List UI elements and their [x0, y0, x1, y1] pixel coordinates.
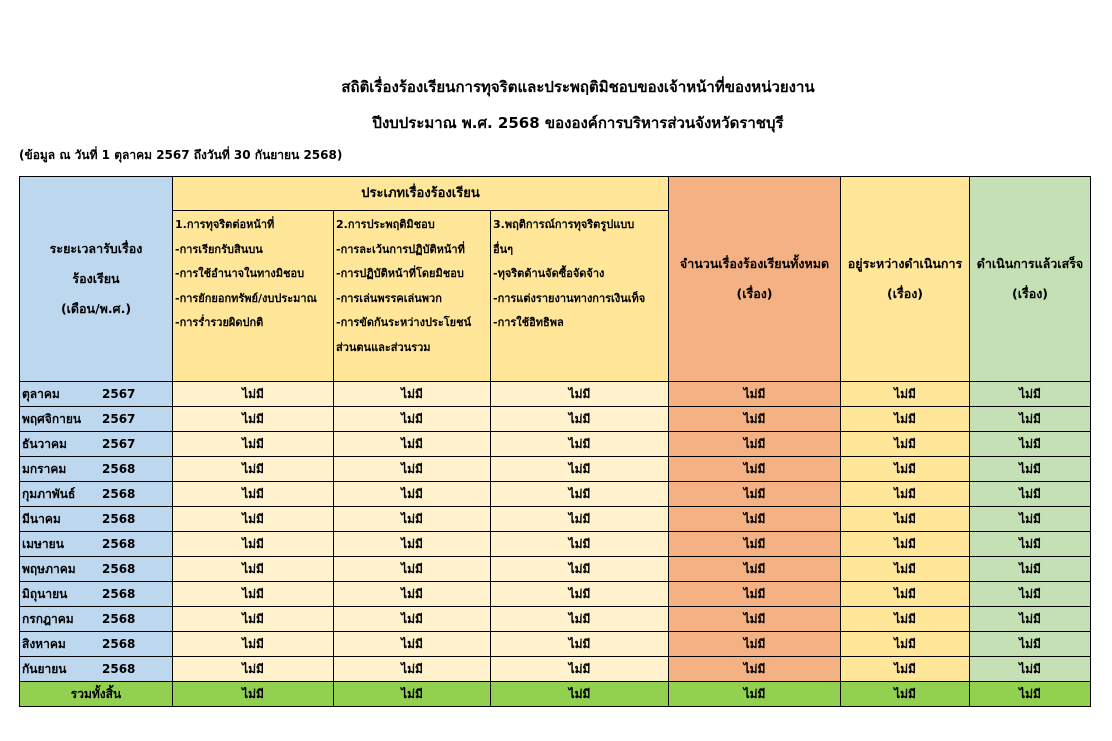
done-value: ไม่มี — [970, 607, 1091, 632]
pending-value: ไม่มี — [841, 557, 970, 582]
type-3-value: ไม่มี — [491, 482, 669, 507]
header-done-line: (เรื่อง) — [1012, 286, 1049, 301]
done-value: ไม่มี — [970, 632, 1091, 657]
type-1-line: -การร่ำรวยผิดปกติ — [175, 316, 264, 329]
total-value: ไม่มี — [669, 382, 841, 407]
type-2-value: ไม่มี — [334, 632, 491, 657]
month-year: 2568 — [102, 487, 136, 501]
month-name: ธันวาคม — [22, 437, 67, 451]
total-value: ไม่มี — [669, 432, 841, 457]
type-1-value: ไม่มี — [173, 532, 334, 557]
type-1-value: ไม่มี — [173, 607, 334, 632]
total-row — [20, 682, 1091, 707]
pending-value: ไม่มี — [841, 507, 970, 532]
total-type-2-value: ไม่มี — [334, 682, 491, 707]
month-name: กุมภาพันธ์ — [22, 487, 76, 501]
type-3-line: 3.พฤติการณ์การทุจริตรูปแบบ — [493, 218, 635, 231]
table-body — [20, 382, 1091, 707]
type-1-line: -การยักยอกทรัพย์/งบประมาณ — [175, 291, 317, 305]
total-done-value: ไม่มี — [970, 682, 1091, 707]
type-3-line: -การแต่งรายงานทางการเงินเท็จ — [493, 291, 646, 305]
total-all-value: ไม่มี — [669, 682, 841, 707]
month-year: 2568 — [102, 662, 136, 676]
header-type-1 — [173, 211, 334, 382]
type-2-line: ส่วนตนและส่วนรวม — [336, 340, 431, 354]
pending-value: ไม่มี — [841, 607, 970, 632]
type-2-value: ไม่มี — [334, 407, 491, 432]
done-value: ไม่มี — [970, 382, 1091, 407]
month-name: เมษายน — [22, 537, 64, 551]
type-2-value: ไม่มี — [334, 482, 491, 507]
month-name: ตุลาคม — [22, 387, 60, 401]
month-cell — [20, 632, 173, 657]
complaint-statistics-table — [19, 176, 1091, 707]
month-cell — [20, 432, 173, 457]
month-name: มีนาคม — [22, 512, 61, 526]
month-name: พฤศจิกายน — [22, 412, 82, 426]
header-period-line: ร้องเรียน — [72, 271, 120, 286]
type-1-value: ไม่มี — [173, 382, 334, 407]
type-3-value: ไม่มี — [491, 432, 669, 457]
header-in-progress — [841, 177, 970, 382]
month-year: 2568 — [102, 562, 136, 576]
type-1-value: ไม่มี — [173, 407, 334, 432]
type-2-value: ไม่มี — [334, 432, 491, 457]
type-3-value: ไม่มี — [491, 557, 669, 582]
pending-value: ไม่มี — [841, 582, 970, 607]
header-period — [20, 177, 173, 382]
type-2-line: -การปฏิบัติหน้าที่โดยมิชอบ — [336, 267, 464, 280]
type-3-value: ไม่มี — [491, 532, 669, 557]
type-2-value: ไม่มี — [334, 582, 491, 607]
pending-value: ไม่มี — [841, 657, 970, 682]
done-value: ไม่มี — [970, 657, 1091, 682]
table-row — [20, 607, 1091, 632]
total-value: ไม่มี — [669, 482, 841, 507]
table-row — [20, 657, 1091, 682]
type-2-value: ไม่มี — [334, 532, 491, 557]
header-period-line: ระยะเวลารับเรื่อง — [49, 241, 143, 256]
type-2-line: -การเล่นพรรคเล่นพวก — [336, 291, 442, 305]
month-cell — [20, 657, 173, 682]
data-date-note: (ข้อมูล ณ วันที่ 1 ตุลาคม 2567 ถึงวันที่ 30 กันยายน 2568) — [19, 148, 343, 162]
total-label: รวมทั้งสิ้น — [20, 682, 173, 707]
pending-value: ไม่มี — [841, 382, 970, 407]
total-value: ไม่มี — [669, 457, 841, 482]
month-name: กันยายน — [22, 662, 67, 676]
total-type-1-value: ไม่มี — [173, 682, 334, 707]
total-value: ไม่มี — [669, 607, 841, 632]
type-3-line: อื่นๆ — [493, 242, 514, 256]
total-value: ไม่มี — [669, 507, 841, 532]
type-3-value: ไม่มี — [491, 507, 669, 532]
header-period-line: (เดือน/พ.ศ.) — [60, 301, 132, 316]
table-row — [20, 582, 1091, 607]
pending-value: ไม่มี — [841, 432, 970, 457]
month-year: 2567 — [102, 387, 136, 401]
type-2-line: -การละเว้นการปฏิบัติหน้าที่ — [336, 242, 465, 256]
month-cell — [20, 607, 173, 632]
table-row — [20, 407, 1091, 432]
header-total-line: (เรื่อง) — [736, 286, 773, 301]
type-1-value: ไม่มี — [173, 432, 334, 457]
table-row — [20, 632, 1091, 657]
total-pending-value: ไม่มี — [841, 682, 970, 707]
type-1-value: ไม่มี — [173, 457, 334, 482]
table-row — [20, 432, 1091, 457]
table-row — [20, 557, 1091, 582]
month-name: มิถุนายน — [22, 587, 68, 601]
type-2-line: -การขัดกันระหว่างประโยชน์ — [336, 316, 472, 329]
type-1-value: ไม่มี — [173, 557, 334, 582]
header-pending-line: อยู่ระหว่างดำเนินการ — [847, 256, 963, 271]
type-1-value: ไม่มี — [173, 632, 334, 657]
month-cell — [20, 507, 173, 532]
type-2-line: 2.การประพฤติมิชอบ — [336, 218, 435, 231]
month-year: 2568 — [102, 537, 136, 551]
total-value: ไม่มี — [669, 557, 841, 582]
pending-value: ไม่มี — [841, 532, 970, 557]
done-value: ไม่มี — [970, 582, 1091, 607]
table-row — [20, 507, 1091, 532]
type-3-line: -ทุจริตด้านจัดซื้อจัดจ้าง — [493, 267, 605, 280]
month-cell — [20, 382, 173, 407]
type-3-value: ไม่มี — [491, 607, 669, 632]
total-value: ไม่มี — [669, 657, 841, 682]
month-cell — [20, 407, 173, 432]
type-3-value: ไม่มี — [491, 582, 669, 607]
month-year: 2567 — [102, 437, 136, 451]
type-3-line: -การใช้อิทธิพล — [493, 316, 564, 329]
pending-value: ไม่มี — [841, 482, 970, 507]
month-year: 2568 — [102, 612, 136, 626]
type-1-line: 1.การทุจริตต่อหน้าที่ — [175, 218, 275, 231]
done-value: ไม่มี — [970, 457, 1091, 482]
month-cell — [20, 457, 173, 482]
type-2-value: ไม่มี — [334, 607, 491, 632]
header-pending-line: (เรื่อง) — [887, 286, 924, 301]
type-3-value: ไม่มี — [491, 457, 669, 482]
table-row — [20, 482, 1091, 507]
month-name: กรกฎาคม — [22, 612, 74, 626]
type-3-value: ไม่มี — [491, 382, 669, 407]
type-2-value: ไม่มี — [334, 657, 491, 682]
month-cell — [20, 482, 173, 507]
table-row — [20, 457, 1091, 482]
total-value: ไม่มี — [669, 407, 841, 432]
header-type-3 — [491, 211, 669, 382]
month-cell — [20, 582, 173, 607]
month-year: 2568 — [102, 587, 136, 601]
header-done-line: ดำเนินการแล้วเสร็จ — [976, 256, 1084, 271]
done-value: ไม่มี — [970, 507, 1091, 532]
month-year: 2567 — [102, 412, 136, 426]
pending-value: ไม่มี — [841, 407, 970, 432]
total-value: ไม่มี — [669, 532, 841, 557]
table-row — [20, 382, 1091, 407]
month-year: 2568 — [102, 512, 136, 526]
header-type-2 — [334, 211, 491, 382]
header-total-complaints — [669, 177, 841, 382]
month-cell — [20, 557, 173, 582]
total-value: ไม่มี — [669, 582, 841, 607]
type-1-value: ไม่มี — [173, 582, 334, 607]
type-1-line: -การเรียกรับสินบน — [175, 242, 263, 256]
done-value: ไม่มี — [970, 432, 1091, 457]
header-total-line: จำนวนเรื่องร้องเรียนทั้งหมด — [679, 256, 830, 271]
type-2-value: ไม่มี — [334, 507, 491, 532]
page-title: สถิติเรื่องร้องเรียนการทุจริตและประพฤติมิชอบของเจ้าหน้าที่ของหน่วยงาน — [341, 78, 815, 96]
type-1-line: -การใช้อำนาจในทางมิชอบ — [175, 267, 305, 280]
month-name: พฤษภาคม — [22, 562, 76, 576]
page-subtitle: ปีงบประมาณ พ.ศ. 2568 ขององค์การบริหารส่วนจังหวัดราชบุรี — [372, 114, 784, 132]
type-2-value: ไม่มี — [334, 382, 491, 407]
type-3-value: ไม่มี — [491, 407, 669, 432]
type-1-value: ไม่มี — [173, 482, 334, 507]
month-year: 2568 — [102, 637, 136, 651]
done-value: ไม่มี — [970, 532, 1091, 557]
done-value: ไม่มี — [970, 407, 1091, 432]
table-row — [20, 532, 1091, 557]
type-2-value: ไม่มี — [334, 557, 491, 582]
done-value: ไม่มี — [970, 482, 1091, 507]
type-3-value: ไม่มี — [491, 657, 669, 682]
month-name: สิงหาคม — [22, 637, 66, 651]
header-completed — [970, 177, 1091, 382]
total-value: ไม่มี — [669, 632, 841, 657]
header-complaint-type: ประเภทเรื่องร้องเรียน — [173, 177, 669, 211]
type-1-value: ไม่มี — [173, 507, 334, 532]
type-1-value: ไม่มี — [173, 657, 334, 682]
month-cell — [20, 532, 173, 557]
type-2-value: ไม่มี — [334, 457, 491, 482]
done-value: ไม่มี — [970, 557, 1091, 582]
total-type-3-value: ไม่มี — [491, 682, 669, 707]
month-year: 2568 — [102, 462, 136, 476]
type-3-value: ไม่มี — [491, 632, 669, 657]
pending-value: ไม่มี — [841, 457, 970, 482]
pending-value: ไม่มี — [841, 632, 970, 657]
month-name: มกราคม — [22, 462, 67, 476]
